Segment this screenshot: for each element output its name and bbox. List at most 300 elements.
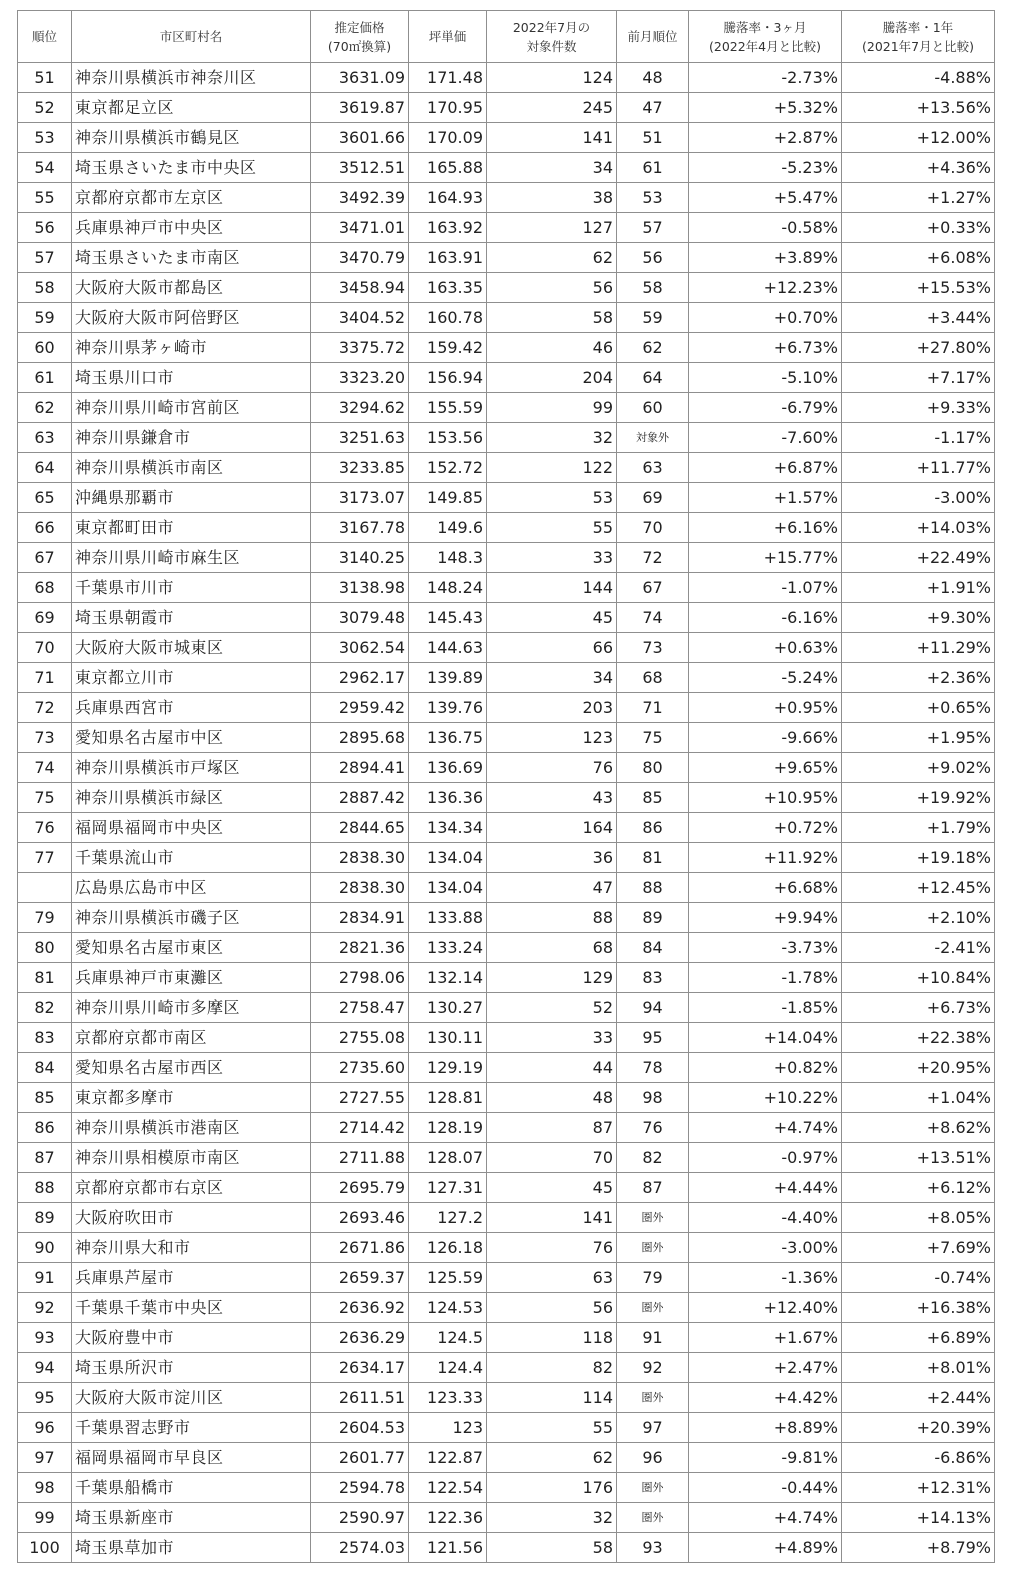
table-row [18,333,995,363]
count-cell: 55 [487,1413,617,1443]
rate-3m-cell: +2.87% [689,123,842,153]
count-cell: 87 [487,1113,617,1143]
tsubo-price-cell: 134.04 [409,873,487,903]
rate-3m-cell: +0.63% [689,633,842,663]
tsubo-price-cell: 136.69 [409,753,487,783]
rate-1y-cell: +13.56% [842,93,995,123]
table-row [18,393,995,423]
municipality-cell: 京都府京都市南区 [72,1023,311,1053]
price-cell: 2727.55 [311,1083,409,1113]
count-cell: 34 [487,663,617,693]
table-row [18,543,995,573]
tsubo-price-cell: 128.07 [409,1143,487,1173]
rank-cell: 57 [18,243,72,273]
price-cell: 2758.47 [311,993,409,1023]
municipality-cell: 神奈川県横浜市緑区 [72,783,311,813]
rate-3m-cell: -5.10% [689,363,842,393]
count-cell: 62 [487,1443,617,1473]
rank-cell: 89 [18,1203,72,1233]
rank-cell: 54 [18,153,72,183]
prev-rank-cell: 75 [617,723,689,753]
price-cell: 3294.62 [311,393,409,423]
municipality-cell: 埼玉県所沢市 [72,1353,311,1383]
prev-rank-cell: 87 [617,1173,689,1203]
prev-rank-cell: 70 [617,513,689,543]
rank-cell: 58 [18,273,72,303]
table-row [18,573,995,603]
tsubo-price-cell: 149.6 [409,513,487,543]
price-cell: 3471.01 [311,213,409,243]
count-cell: 68 [487,933,617,963]
price-cell: 3323.20 [311,363,409,393]
price-cell: 2693.46 [311,1203,409,1233]
municipality-cell: 大阪府大阪市阿倍野区 [72,303,311,333]
rate-3m-cell: +0.82% [689,1053,842,1083]
prev-rank-cell: 84 [617,933,689,963]
rank-cell: 66 [18,513,72,543]
municipality-cell: 神奈川県川崎市多摩区 [72,993,311,1023]
rate-3m-cell: -3.00% [689,1233,842,1263]
price-cell: 2594.78 [311,1473,409,1503]
rate-3m-cell: +6.16% [689,513,842,543]
price-cell: 3458.94 [311,273,409,303]
prev-rank-cell: 48 [617,63,689,93]
rate-3m-cell: +12.23% [689,273,842,303]
count-cell: 245 [487,93,617,123]
table-row [18,243,995,273]
count-cell: 118 [487,1323,617,1353]
count-cell: 62 [487,243,617,273]
header-rate-3m: 騰落率・3ヶ月 (2022年4月と比較) [689,11,842,63]
price-cell: 2821.36 [311,933,409,963]
rate-3m-cell: +10.22% [689,1083,842,1113]
tsubo-price-cell: 148.3 [409,543,487,573]
prev-rank-cell: 72 [617,543,689,573]
rate-3m-cell: -1.07% [689,573,842,603]
table-row [18,423,995,453]
prev-rank-cell: 58 [617,273,689,303]
prev-rank-cell: 82 [617,1143,689,1173]
tsubo-price-cell: 124.53 [409,1293,487,1323]
rank-cell: 64 [18,453,72,483]
count-cell: 38 [487,183,617,213]
tsubo-price-cell: 124.4 [409,1353,487,1383]
rate-1y-cell: +16.38% [842,1293,995,1323]
rate-1y-cell: +1.95% [842,723,995,753]
price-cell: 3138.98 [311,573,409,603]
prev-rank-cell: 95 [617,1023,689,1053]
table-row [18,933,995,963]
prev-rank-cell: 56 [617,243,689,273]
price-cell: 2887.42 [311,783,409,813]
tsubo-price-cell: 130.11 [409,1023,487,1053]
tsubo-price-cell: 133.88 [409,903,487,933]
municipality-cell: 大阪府吹田市 [72,1203,311,1233]
prev-rank-cell: 85 [617,783,689,813]
rate-1y-cell: +8.62% [842,1113,995,1143]
municipality-cell: 愛知県名古屋市西区 [72,1053,311,1083]
rate-1y-cell: +4.36% [842,153,995,183]
rank-cell: 99 [18,1503,72,1533]
tsubo-price-cell: 122.87 [409,1443,487,1473]
table-row [18,183,995,213]
table-row [18,1203,995,1233]
rate-3m-cell: -6.79% [689,393,842,423]
count-cell: 76 [487,1233,617,1263]
rate-3m-cell: -5.23% [689,153,842,183]
table-row [18,63,995,93]
price-cell: 3140.25 [311,543,409,573]
count-cell: 56 [487,273,617,303]
table-row [18,693,995,723]
rank-cell: 97 [18,1443,72,1473]
tsubo-price-cell: 124.5 [409,1323,487,1353]
rate-3m-cell: +10.95% [689,783,842,813]
municipality-cell: 兵庫県神戸市中央区 [72,213,311,243]
count-cell: 114 [487,1383,617,1413]
table-row [18,1503,995,1533]
tsubo-price-cell: 126.18 [409,1233,487,1263]
prev-rank-cell: 67 [617,573,689,603]
tsubo-price-cell: 163.35 [409,273,487,303]
count-cell: 55 [487,513,617,543]
header-row [18,11,995,63]
prev-rank-cell: 59 [617,303,689,333]
table-row [18,123,995,153]
prev-rank-cell: 93 [617,1533,689,1563]
price-cell: 2659.37 [311,1263,409,1293]
rate-3m-cell: +1.57% [689,483,842,513]
prev-rank-cell: 61 [617,153,689,183]
rate-1y-cell: +10.84% [842,963,995,993]
price-cell: 2798.06 [311,963,409,993]
rate-1y-cell: +6.89% [842,1323,995,1353]
price-cell: 2838.30 [311,873,409,903]
header-price: 推定価格 (70㎡換算) [311,11,409,63]
rate-3m-cell: +4.44% [689,1173,842,1203]
municipality-cell: 千葉県流山市 [72,843,311,873]
prev-rank-cell: 圏外 [617,1383,689,1413]
tsubo-price-cell: 170.09 [409,123,487,153]
table-row [18,1023,995,1053]
municipality-cell: 大阪府大阪市城東区 [72,633,311,663]
count-cell: 70 [487,1143,617,1173]
rate-3m-cell: -5.24% [689,663,842,693]
price-cell: 3470.79 [311,243,409,273]
price-cell: 3404.52 [311,303,409,333]
municipality-cell: 神奈川県横浜市神奈川区 [72,63,311,93]
prev-rank-cell: 対象外 [617,423,689,453]
rate-1y-cell: +22.38% [842,1023,995,1053]
ranking-table [17,10,995,1563]
tsubo-price-cell: 128.19 [409,1113,487,1143]
price-cell: 2711.88 [311,1143,409,1173]
rank-cell: 51 [18,63,72,93]
rate-1y-cell: +7.69% [842,1233,995,1263]
rank-cell: 91 [18,1263,72,1293]
count-cell: 124 [487,63,617,93]
rank-cell: 59 [18,303,72,333]
prev-rank-cell: 47 [617,93,689,123]
rate-3m-cell: +9.94% [689,903,842,933]
count-cell: 45 [487,603,617,633]
prev-rank-cell: 74 [617,603,689,633]
tsubo-price-cell: 123 [409,1413,487,1443]
table-row [18,1323,995,1353]
rate-3m-cell: +6.68% [689,873,842,903]
table-row [18,873,995,903]
municipality-cell: 福岡県福岡市早良区 [72,1443,311,1473]
rank-cell: 63 [18,423,72,453]
table-row [18,633,995,663]
municipality-cell: 神奈川県大和市 [72,1233,311,1263]
table-row [18,723,995,753]
rank-cell: 100 [18,1533,72,1563]
rank-cell: 87 [18,1143,72,1173]
tsubo-price-cell: 144.63 [409,633,487,663]
count-cell: 141 [487,123,617,153]
municipality-cell: 兵庫県西宮市 [72,693,311,723]
prev-rank-cell: 63 [617,453,689,483]
rate-3m-cell: +4.74% [689,1113,842,1143]
rank-cell: 65 [18,483,72,513]
rate-3m-cell: +15.77% [689,543,842,573]
price-cell: 3173.07 [311,483,409,513]
count-cell: 66 [487,633,617,663]
price-cell: 2604.53 [311,1413,409,1443]
rate-3m-cell: +6.73% [689,333,842,363]
rank-cell: 56 [18,213,72,243]
price-cell: 2834.91 [311,903,409,933]
count-cell: 46 [487,333,617,363]
rate-1y-cell: +27.80% [842,333,995,363]
rate-3m-cell: -6.16% [689,603,842,633]
rate-1y-cell: +8.79% [842,1533,995,1563]
rate-3m-cell: -0.97% [689,1143,842,1173]
prev-rank-cell: 圏外 [617,1473,689,1503]
price-cell: 3167.78 [311,513,409,543]
tsubo-price-cell: 155.59 [409,393,487,423]
rank-cell: 55 [18,183,72,213]
tsubo-price-cell: 160.78 [409,303,487,333]
tsubo-price-cell: 134.34 [409,813,487,843]
table-row [18,93,995,123]
rate-3m-cell: +9.65% [689,753,842,783]
rate-3m-cell: +8.89% [689,1413,842,1443]
table-row [18,813,995,843]
rate-1y-cell: +6.73% [842,993,995,1023]
price-cell: 2574.03 [311,1533,409,1563]
table-row [18,663,995,693]
municipality-cell: 東京都立川市 [72,663,311,693]
rank-cell: 75 [18,783,72,813]
rate-1y-cell: +3.44% [842,303,995,333]
price-cell: 3512.51 [311,153,409,183]
rate-1y-cell: +19.18% [842,843,995,873]
header-count: 2022年7月の 対象件数 [487,11,617,63]
prev-rank-cell: 64 [617,363,689,393]
rank-cell: 71 [18,663,72,693]
price-cell: 2634.17 [311,1353,409,1383]
table-row [18,1443,995,1473]
price-cell: 2671.86 [311,1233,409,1263]
rate-3m-cell: +5.32% [689,93,842,123]
rate-1y-cell: +12.45% [842,873,995,903]
table-row [18,603,995,633]
rank-cell: 80 [18,933,72,963]
municipality-cell: 京都府京都市左京区 [72,183,311,213]
tsubo-price-cell: 139.76 [409,693,487,723]
rate-3m-cell: -1.85% [689,993,842,1023]
municipality-cell: 東京都町田市 [72,513,311,543]
rate-1y-cell: -1.17% [842,423,995,453]
municipality-cell: 福岡県福岡市中央区 [72,813,311,843]
municipality-cell: 神奈川県横浜市南区 [72,453,311,483]
rate-3m-cell: -7.60% [689,423,842,453]
rate-3m-cell: +3.89% [689,243,842,273]
rate-1y-cell: +12.31% [842,1473,995,1503]
rate-3m-cell: +6.87% [689,453,842,483]
tsubo-price-cell: 152.72 [409,453,487,483]
rank-cell: 93 [18,1323,72,1353]
rank-cell: 52 [18,93,72,123]
count-cell: 32 [487,423,617,453]
header-rank: 順位 [18,11,72,63]
price-cell: 2714.42 [311,1113,409,1143]
tsubo-price-cell: 136.36 [409,783,487,813]
price-cell: 3079.48 [311,603,409,633]
rate-1y-cell: +8.01% [842,1353,995,1383]
tsubo-price-cell: 133.24 [409,933,487,963]
prev-rank-cell: 60 [617,393,689,423]
rate-1y-cell: +20.39% [842,1413,995,1443]
rate-3m-cell: +4.89% [689,1533,842,1563]
count-cell: 176 [487,1473,617,1503]
tsubo-price-cell: 170.95 [409,93,487,123]
rate-3m-cell: +11.92% [689,843,842,873]
rank-cell: 68 [18,573,72,603]
tsubo-price-cell: 171.48 [409,63,487,93]
rank-cell: 72 [18,693,72,723]
price-cell: 2735.60 [311,1053,409,1083]
table-row [18,1413,995,1443]
municipality-cell: 東京都足立区 [72,93,311,123]
municipality-cell: 沖縄県那覇市 [72,483,311,513]
prev-rank-cell: 94 [617,993,689,1023]
rank-cell: 88 [18,1173,72,1203]
prev-rank-cell: 76 [617,1113,689,1143]
count-cell: 58 [487,303,617,333]
header-tsubo: 坪単価 [409,11,487,63]
tsubo-price-cell: 165.88 [409,153,487,183]
rate-1y-cell: +14.13% [842,1503,995,1533]
rate-3m-cell: +0.70% [689,303,842,333]
rate-1y-cell: +2.10% [842,903,995,933]
tsubo-price-cell: 121.56 [409,1533,487,1563]
header-name: 市区町村名 [72,11,311,63]
price-cell: 2695.79 [311,1173,409,1203]
rate-1y-cell: +13.51% [842,1143,995,1173]
rate-1y-cell: +2.44% [842,1383,995,1413]
municipality-cell: 埼玉県新座市 [72,1503,311,1533]
tsubo-price-cell: 128.81 [409,1083,487,1113]
municipality-cell: 千葉県市川市 [72,573,311,603]
price-cell: 3619.87 [311,93,409,123]
rank-cell: 69 [18,603,72,633]
rate-1y-cell: +0.65% [842,693,995,723]
table-row [18,1173,995,1203]
table-row [18,1053,995,1083]
municipality-cell: 埼玉県草加市 [72,1533,311,1563]
price-cell: 2755.08 [311,1023,409,1053]
count-cell: 63 [487,1263,617,1293]
tsubo-price-cell: 156.94 [409,363,487,393]
prev-rank-cell: 圏外 [617,1203,689,1233]
tsubo-price-cell: 127.2 [409,1203,487,1233]
count-cell: 99 [487,393,617,423]
table-row [18,783,995,813]
rate-3m-cell: -1.78% [689,963,842,993]
price-cell: 2838.30 [311,843,409,873]
table-row [18,363,995,393]
prev-rank-cell: 68 [617,663,689,693]
table-row [18,1533,995,1563]
municipality-cell: 埼玉県さいたま市南区 [72,243,311,273]
tsubo-price-cell: 149.85 [409,483,487,513]
tsubo-price-cell: 129.19 [409,1053,487,1083]
municipality-cell: 千葉県習志野市 [72,1413,311,1443]
table-row [18,153,995,183]
municipality-cell: 愛知県名古屋市中区 [72,723,311,753]
rate-1y-cell: +22.49% [842,543,995,573]
tsubo-price-cell: 123.33 [409,1383,487,1413]
prev-rank-cell: 80 [617,753,689,783]
rate-3m-cell: +5.47% [689,183,842,213]
tsubo-price-cell: 153.56 [409,423,487,453]
municipality-cell: 神奈川県川崎市宮前区 [72,393,311,423]
prev-rank-cell: 79 [617,1263,689,1293]
rate-1y-cell: +0.33% [842,213,995,243]
municipality-cell: 愛知県名古屋市東区 [72,933,311,963]
table-row [18,273,995,303]
prev-rank-cell: 92 [617,1353,689,1383]
table-row [18,1083,995,1113]
municipality-cell: 神奈川県川崎市麻生区 [72,543,311,573]
count-cell: 141 [487,1203,617,1233]
tsubo-price-cell: 148.24 [409,573,487,603]
table-row [18,1353,995,1383]
count-cell: 122 [487,453,617,483]
rate-1y-cell: +6.08% [842,243,995,273]
tsubo-price-cell: 127.31 [409,1173,487,1203]
prev-rank-cell: 圏外 [617,1293,689,1323]
tsubo-price-cell: 164.93 [409,183,487,213]
municipality-cell: 神奈川県茅ヶ崎市 [72,333,311,363]
rank-cell: 98 [18,1473,72,1503]
price-cell: 2590.97 [311,1503,409,1533]
rate-3m-cell: -9.66% [689,723,842,753]
rate-3m-cell: -0.58% [689,213,842,243]
table-row [18,1473,995,1503]
count-cell: 123 [487,723,617,753]
count-cell: 144 [487,573,617,603]
tsubo-price-cell: 139.89 [409,663,487,693]
tsubo-price-cell: 122.54 [409,1473,487,1503]
municipality-cell: 東京都多摩市 [72,1083,311,1113]
rate-3m-cell: +12.40% [689,1293,842,1323]
count-cell: 52 [487,993,617,1023]
municipality-cell: 千葉県船橋市 [72,1473,311,1503]
